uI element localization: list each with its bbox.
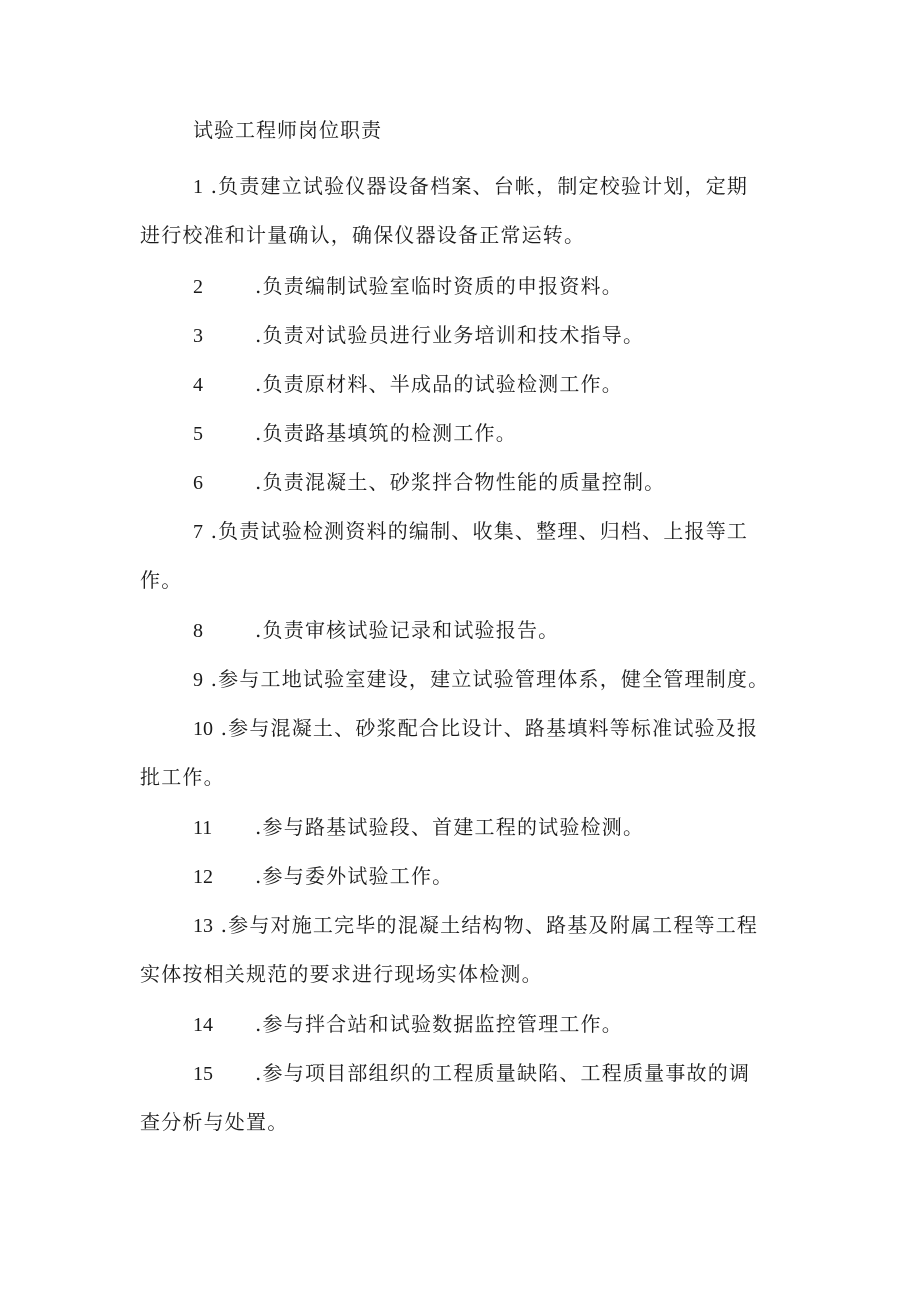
list-item [140, 803, 820, 852]
list-item [140, 409, 820, 458]
list-item [140, 1049, 820, 1147]
list-item-number: 14 [193, 1014, 213, 1036]
list-item-text: 实体按相关规范的要求进行现场实体检测。 [140, 962, 543, 986]
list-item-first-line [140, 360, 820, 409]
list-item-number: 12 [193, 866, 213, 888]
list-item-number: 3 [193, 325, 203, 347]
list-item-first-line [140, 409, 820, 458]
list-item-first-line [140, 1049, 820, 1098]
list-item-first-line [140, 852, 820, 901]
list-item-first-line [140, 655, 820, 704]
list-item [140, 311, 820, 360]
list-item-first-line [140, 1000, 820, 1049]
list-item-text: .负责路基填筑的检测工作。 [255, 421, 517, 445]
list-item-text: .负责原材料、半成品的试验检测工作。 [255, 372, 623, 396]
list-item [140, 162, 820, 260]
list-item-continuation-line [140, 211, 820, 260]
list-item-first-line [140, 458, 820, 507]
list-item-text: .负责编制试验室临时资质的申报资料。 [255, 274, 623, 298]
list-item-text: .负责混凝土、砂浆拌合物性能的质量控制。 [255, 470, 666, 494]
list-item-continuation-line [140, 753, 820, 802]
list-item-first-line [140, 162, 820, 211]
list-item-continuation-line [140, 1098, 820, 1147]
list-item-text: .参与对施工完毕的混凝土结构物、路基及附属工程等工程 [220, 913, 759, 937]
list-item [140, 901, 820, 999]
list-item-number: 10 [193, 718, 213, 740]
list-item-text: 批工作。 [140, 765, 225, 789]
list-item-text: .负责试验检测资料的编制、收集、整理、归档、上报等工 [210, 519, 749, 543]
list-item-number: 2 [193, 276, 203, 298]
list-item-first-line [140, 704, 820, 753]
list-item-first-line [140, 901, 820, 950]
list-item-text: 进行校准和计量确认，确保仪器设备正常运转。 [140, 223, 586, 247]
list-item-text: 查分析与处置。 [140, 1110, 289, 1134]
list-item-number: 5 [193, 423, 203, 445]
list-item-text: .负责对试验员进行业务培训和技术指导。 [255, 323, 645, 347]
list-item-text: .负责审核试验记录和试验报告。 [255, 618, 560, 642]
list-item-number: 4 [193, 374, 203, 396]
list-item [140, 262, 820, 311]
list-item-text: 作。 [140, 568, 183, 592]
list-item [140, 655, 820, 704]
list-item [140, 507, 820, 605]
list-item-number: 9 [193, 669, 203, 691]
list-item [140, 704, 820, 802]
document-title: 试验工程师岗位职责 [193, 118, 382, 142]
list-item [140, 360, 820, 409]
list-item-number: 1 [193, 176, 203, 198]
list-item-first-line [140, 606, 820, 655]
list-item [140, 606, 820, 655]
list-item-continuation-line [140, 556, 820, 605]
list-item-text: .参与工地试验室建设，建立试验管理体系，健全管理制度。 [210, 667, 770, 691]
list-item-text: .参与拌合站和试验数据监控管理工作。 [255, 1012, 623, 1036]
list-item-number: 7 [193, 521, 203, 543]
list-item-text: .负责建立试验仪器设备档案、台帐，制定校验计划，定期 [210, 174, 749, 198]
list-item-number: 8 [193, 620, 203, 642]
list-item-number: 15 [193, 1063, 213, 1085]
list-item-number: 13 [193, 915, 213, 937]
list-item-text: .参与混凝土、砂浆配合比设计、路基填料等标准试验及报 [220, 716, 759, 740]
list-item-first-line [140, 311, 820, 360]
list-item-continuation-line [140, 950, 820, 999]
list-item-number: 11 [193, 817, 213, 839]
list-item-number: 6 [193, 472, 203, 494]
list-item [140, 852, 820, 901]
list-item [140, 458, 820, 507]
list-item-text: .参与项目部组织的工程质量缺陷、工程质量事故的调 [255, 1061, 751, 1085]
list-item-first-line [140, 507, 820, 556]
list-item-text: .参与委外试验工作。 [255, 864, 454, 888]
list-item-text: .参与路基试验段、首建工程的试验检测。 [255, 815, 645, 839]
list-item-first-line [140, 803, 820, 852]
list-item [140, 1000, 820, 1049]
list-item-first-line [140, 262, 820, 311]
